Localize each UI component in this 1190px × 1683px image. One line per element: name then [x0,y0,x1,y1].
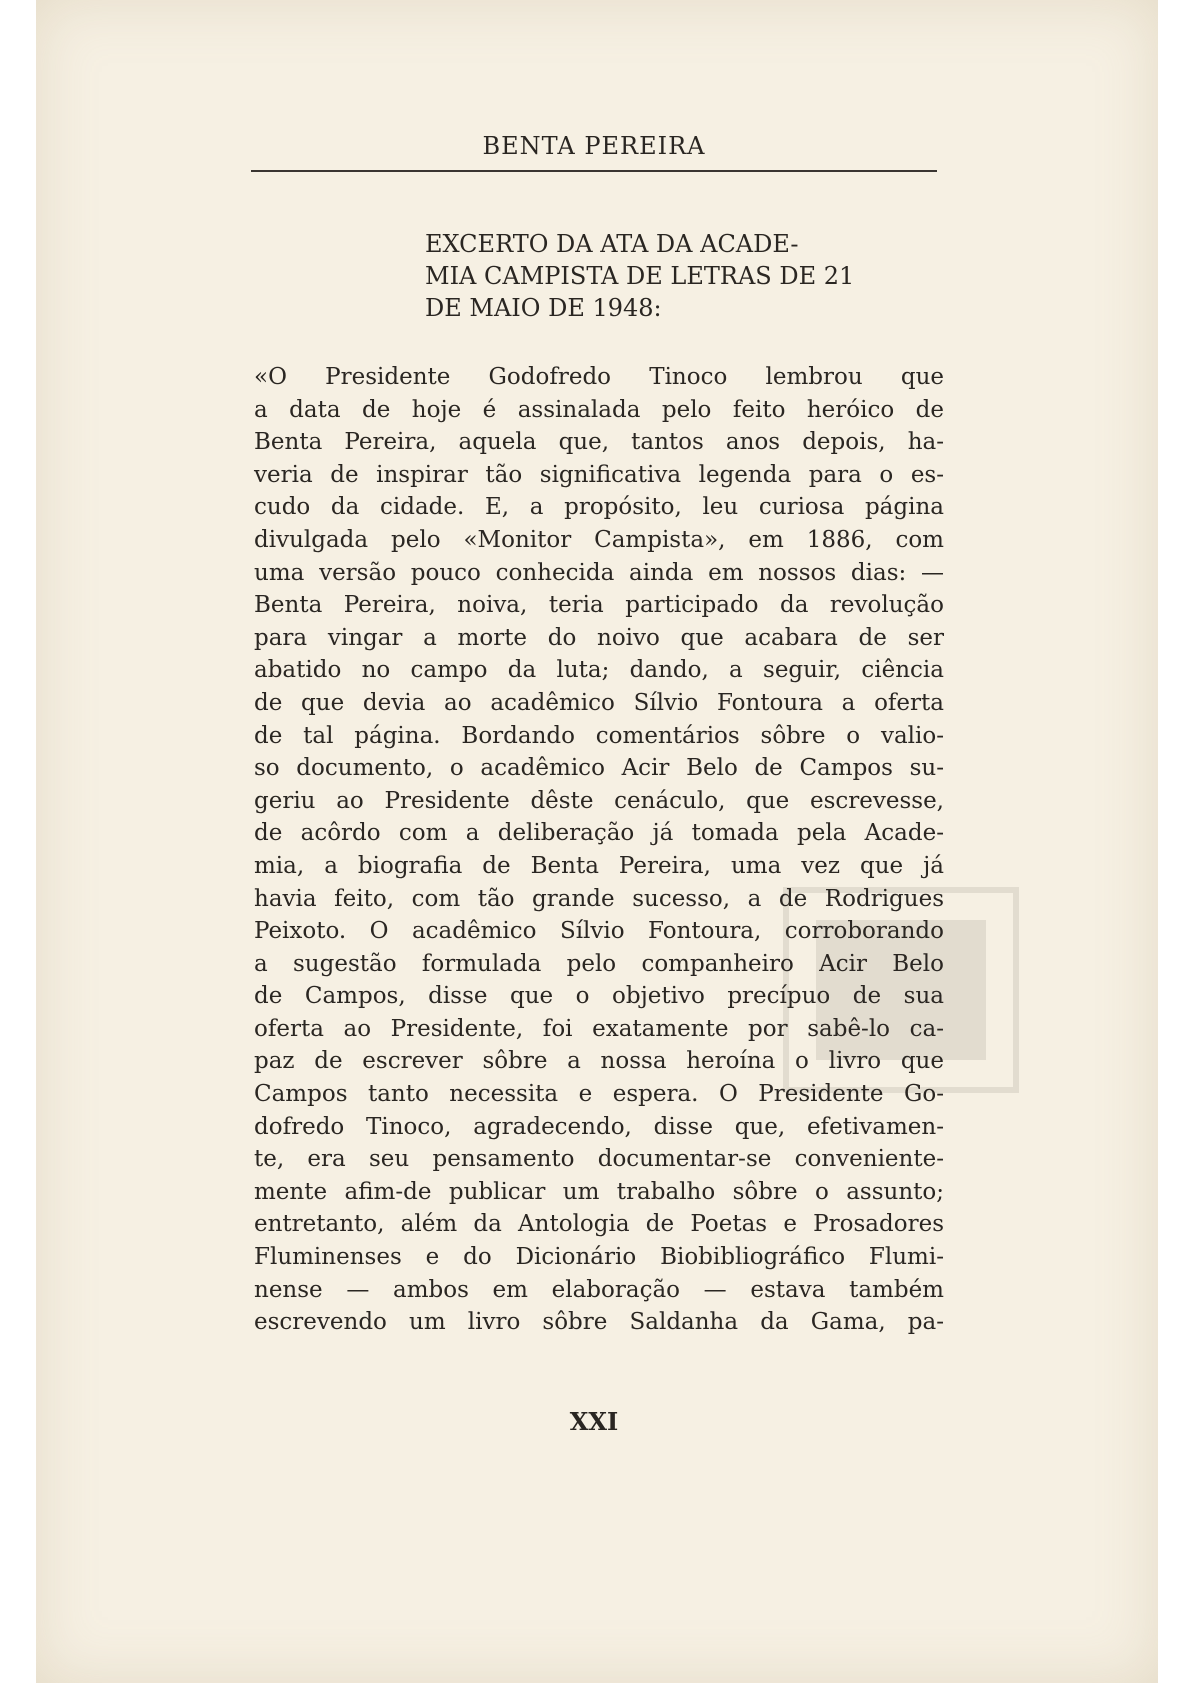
body-line: so documento, o acadêmico Acir Belo de Campos su- [254,755,944,782]
body-line: mente afim-de publicar um trabalho sôbre o assunto; [254,1178,944,1205]
body-line: para vingar a morte do noivo que acabara de ser [254,624,944,651]
body-line: entretanto, além da Antologia de Poetas e Prosadores [254,1211,944,1238]
heading-line: DE MAIO DE 1948: [425,294,662,322]
body-line: a sugestão formulada pelo companheiro Acir Belo [254,950,944,977]
body-line: geriu ao Presidente dêste cenáculo, que escrevesse, [254,787,944,814]
body-line: paz de escrever sôbre a nossa heroína o livro que [254,1048,944,1075]
body-line: nense — ambos em elaboração — estava também [254,1276,944,1303]
body-line: te, era seu pensamento documentar-se conveniente- [254,1146,944,1173]
body-line: «O Presidente Godofredo Tinoco lembrou que [254,364,944,390]
body-line: de tal página. Bordando comentários sôbre o valio- [254,722,944,749]
body-line: de que devia ao acadêmico Sílvio Fontoura a oferta [254,689,944,716]
body-line: escrevendo um livro sôbre Saldanha da Gama, pa- [254,1309,944,1336]
body-line: Peixoto. O acadêmico Sílvio Fontoura, corroborando [254,918,944,945]
running-head: BENTA PEREIRA [482,132,706,160]
body-line: de acôrdo com a deliberação já tomada pela Acade- [254,820,944,847]
body-line: abatido no campo da luta; dando, a seguir, ciência [254,657,944,684]
body-line: uma versão pouco conhecida ainda em nossos dias: — [254,559,944,586]
header-rule [251,170,937,172]
body-line: cudo da cidade. E, a propósito, leu curiosa página [254,494,944,521]
body-line: Benta Pereira, aquela que, tantos anos depois, ha- [254,429,944,456]
section-heading [425,228,940,324]
body-line: veria de inspirar tão significativa legenda para o es- [254,461,944,488]
body-line: divulgada pelo «Monitor Campista», em 1886, com [254,526,944,553]
heading-line: MIA CAMPISTA DE LETRAS DE 21 [425,262,855,290]
body-line: de Campos, disse que o objetivo precípuo de sua [254,983,944,1010]
book-page [36,0,1158,1683]
body-line: oferta ao Presidente, foi exatamente por sabê-lo ca- [254,1015,944,1042]
body-line: mia, a biografia de Benta Pereira, uma vez que já [254,852,944,879]
heading-line: EXCERTO DA ATA DA ACADE- [425,230,799,258]
body-text [254,361,944,1339]
body-line: Benta Pereira, noiva, teria participado da revolução [254,592,944,619]
body-line: Fluminenses e do Dicionário Biobibliográfico Flumi- [254,1244,944,1271]
body-line: Campos tanto necessita e espera. O Presidente Go- [254,1081,944,1108]
body-line: dofredo Tinoco, agradecendo, disse que, efetivamen- [254,1113,944,1140]
body-line: havia feito, com tão grande sucesso, a de Rodrigues [254,885,944,912]
page-number: XXI [569,1407,619,1436]
body-line: a data de hoje é assinalada pelo feito heróico de [254,396,944,423]
